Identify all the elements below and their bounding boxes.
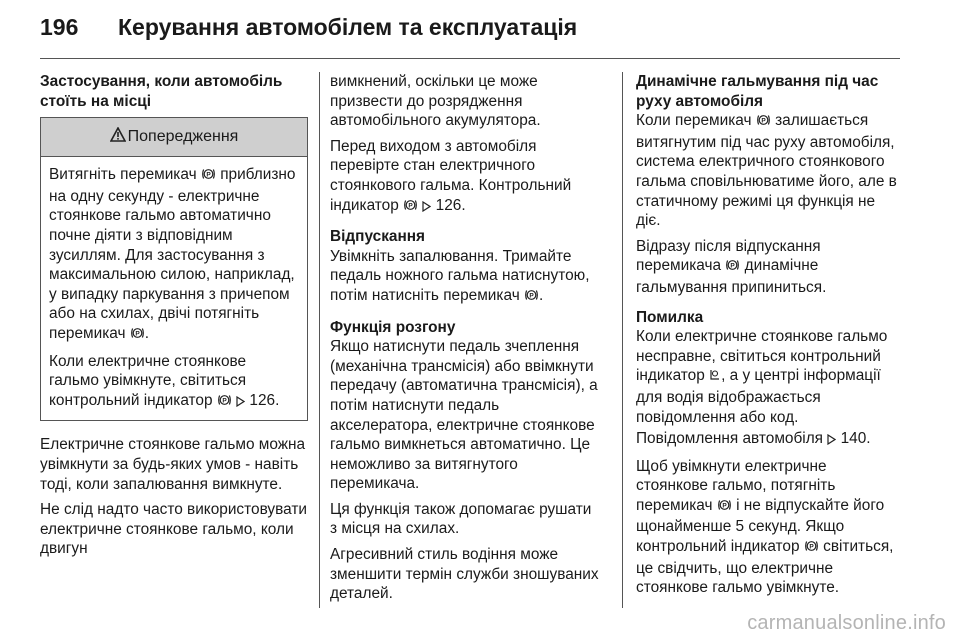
paragraph bbox=[636, 457, 902, 598]
parking-brake-icon bbox=[201, 167, 216, 187]
header-divider bbox=[40, 58, 900, 59]
page-reference-arrow-icon bbox=[827, 431, 836, 451]
warning-header bbox=[41, 118, 307, 157]
paragraph: Не слід надто часто використовувати електричне стоянкове гальмо, коли двигун bbox=[40, 501, 307, 558]
text-span: Увімкніть запалювання. Тримайте педаль ножного гальма натиснутою, потім натисніть перемикач bbox=[330, 247, 590, 304]
column-1 bbox=[40, 72, 308, 565]
section-heading-dynamic-braking: Динамічне гальмування під час руху автомобіля bbox=[636, 73, 879, 110]
parking-brake-icon bbox=[403, 198, 418, 218]
paragraph: Якщо натиснути педаль зчеплення (механічна трансмісія) або ввімкнути передачу (автоматична трансмісія), а потім натиснути педаль акселератора, електричне стоянкове гальмо вимкнеться автоматично. Це неможливо за витягнутого перемикача. bbox=[330, 338, 598, 493]
text-span: приблизно на одну секунду - електричне стоянкове гальмо автоматично почне діяти з відповідним зусиллям. Для застосування з максимальною силою, наприклад, у випадку паркування з причепом або на схилах, двічі потягніть перемикач bbox=[49, 166, 296, 342]
text-span: Коли електричне стоянкове гальмо несправне, світиться контрольний індикатор bbox=[636, 328, 888, 385]
parking-brake-icon bbox=[524, 288, 539, 308]
svg-text:P: P bbox=[761, 117, 766, 125]
warning-box bbox=[40, 117, 308, 421]
page-title: Керування автомобілем та експлуатація bbox=[118, 14, 578, 40]
watermark: carmanualsonline.info bbox=[747, 612, 946, 634]
page-number: 196 bbox=[40, 14, 79, 40]
parking-brake-icon bbox=[725, 258, 740, 278]
svg-text:P: P bbox=[408, 201, 413, 209]
section-heading-fault: Помилка bbox=[636, 308, 704, 326]
parking-brake-icon bbox=[217, 393, 232, 413]
text-span: Перед виходом з автомобіля перевірте стан електричного стоянкового гальма. Контрольний індикатор bbox=[330, 137, 572, 214]
paragraph bbox=[636, 237, 902, 298]
page-reference[interactable]: 126. bbox=[249, 391, 280, 409]
column-2 bbox=[330, 72, 602, 610]
paragraph bbox=[636, 429, 902, 451]
column-3 bbox=[636, 72, 902, 604]
warning-paragraph-1 bbox=[49, 165, 299, 345]
page-reference-arrow-icon bbox=[236, 393, 245, 413]
paragraph: Агресивний стиль водіння може зменшити термін служби зношуваних деталей. bbox=[330, 546, 599, 603]
text-span: Повідомлення автомобіля bbox=[636, 430, 824, 448]
text-span: . bbox=[539, 286, 544, 304]
svg-text:P: P bbox=[222, 397, 227, 405]
column-divider-1 bbox=[319, 72, 320, 608]
text-span: Коли електричне стоянкове гальмо увімкнуте, світиться контрольний індикатор bbox=[49, 352, 247, 409]
svg-text:P: P bbox=[135, 330, 140, 338]
text-span: світиться, це свідчить, що електричне стоянкове гальмо увімкнуте. bbox=[636, 538, 894, 597]
paragraph: Ця функція також допомагає рушати з місця на схилах. bbox=[330, 500, 592, 538]
text-span: і не відпускайте його щонайменше 5 секунд. Якщо контрольний індикатор bbox=[636, 496, 885, 556]
parking-brake-icon bbox=[717, 498, 732, 518]
text-span: Щоб увімкнути електричне стоянкове гальмо, потягніть перемикач bbox=[636, 457, 836, 514]
section-heading-drive-away: Функція розгону bbox=[330, 318, 456, 336]
paragraph bbox=[330, 247, 602, 308]
warning-triangle-icon bbox=[110, 127, 126, 148]
paragraph bbox=[636, 111, 902, 231]
svg-text:P: P bbox=[206, 171, 211, 179]
text-span: Відразу після відпускання перемикача bbox=[636, 237, 821, 275]
column-divider-2 bbox=[622, 72, 623, 608]
svg-text:P: P bbox=[730, 262, 736, 270]
warning-title: Попередження bbox=[127, 128, 239, 146]
svg-text:P: P bbox=[722, 502, 727, 510]
paragraph: Електричне стоянкове гальмо можна увімкнути за будь-яких умов - навіть тоді, коли запалювання вимкнуте. bbox=[40, 436, 306, 493]
text-span: Коли перемикач bbox=[636, 112, 752, 130]
svg-text:P: P bbox=[529, 292, 534, 300]
paragraph bbox=[330, 137, 602, 217]
brake-fault-icon bbox=[709, 368, 721, 388]
text-span: Витягніть перемикач bbox=[49, 166, 197, 184]
parking-brake-icon bbox=[756, 113, 771, 133]
text-span: динамічне гальмування припиниться. bbox=[636, 257, 827, 296]
warning-body bbox=[41, 157, 307, 420]
warning-paragraph-2 bbox=[49, 352, 299, 413]
text-span: , а у центрі інформації для водія відображається повідомлення або код. bbox=[636, 367, 881, 426]
paragraph bbox=[636, 327, 902, 427]
section-heading-stationary: Застосування, коли автомобіль стоїть на місці bbox=[40, 73, 283, 110]
parking-brake-icon bbox=[804, 539, 819, 559]
page-reference[interactable]: 126. bbox=[435, 196, 466, 214]
page-reference-arrow-icon bbox=[422, 198, 431, 218]
parking-brake-icon bbox=[130, 326, 145, 346]
text-span: . bbox=[144, 324, 150, 342]
section-heading-release: Відпускання bbox=[330, 228, 426, 246]
paragraph: вимкнений, оскільки це може призвести до розрядження автомобільного акумулятора. bbox=[330, 73, 541, 130]
page-reference[interactable]: 140. bbox=[840, 430, 871, 448]
svg-text:P: P bbox=[809, 543, 814, 551]
text-span: залишається витягнутим під час руху автомобіля, система електричного стоянкового гальма сповільнюватиме його, але в статичному режимі ця функція не діє. bbox=[636, 112, 897, 230]
